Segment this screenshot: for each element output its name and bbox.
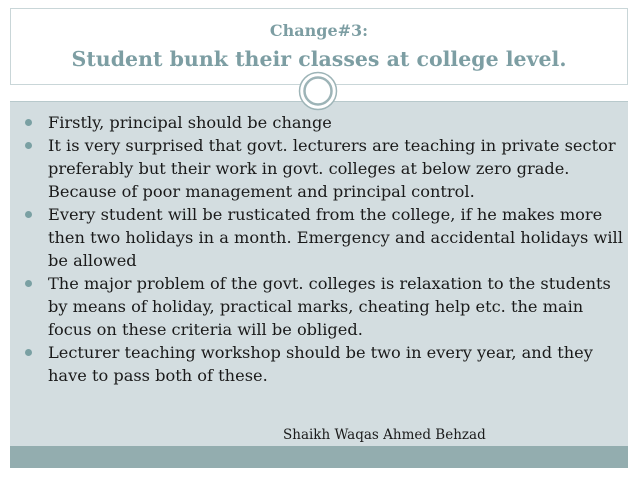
- round-bullet-icon: [25, 142, 32, 149]
- round-bullet-icon: [25, 211, 32, 218]
- list-item: [18, 134, 624, 203]
- bullet-text: The major problem of the govt. colleges is relaxation to the students by means of holiday, practical marks, cheating help etc. the main focus on these criteria will be obliged.: [48, 274, 611, 339]
- bullet-text: It is very surprised that govt. lecturers are teaching in private sector preferably but their work in govt. colleges at below zero grade. Because of poor management and principal control.: [48, 136, 616, 201]
- slide-title: Student bunk their classes at college level.: [71, 47, 567, 71]
- double-ring-ornament-icon: [298, 71, 338, 111]
- list-item: [18, 341, 624, 387]
- author-name: Shaikh Waqas Ahmed Behzad: [283, 427, 486, 443]
- round-bullet-icon: [25, 280, 32, 287]
- bullet-text: Lecturer teaching workshop should be two in every year, and they have to pass both of these.: [48, 343, 593, 385]
- list-item: [18, 203, 624, 272]
- bullet-text: Firstly, principal should be change: [48, 113, 332, 132]
- round-bullet-icon: [25, 349, 32, 356]
- slide-title-label: Change#3:: [269, 21, 369, 40]
- bullet-list: [18, 111, 624, 387]
- bullet-text: Every student will be rusticated from the college, if he makes more then two holidays in a month. Emergency and accidental holidays will be allowed: [48, 205, 623, 270]
- list-item: [18, 272, 624, 341]
- list-item: [18, 111, 624, 134]
- round-bullet-icon: [25, 119, 32, 126]
- bottom-bar: [10, 446, 628, 468]
